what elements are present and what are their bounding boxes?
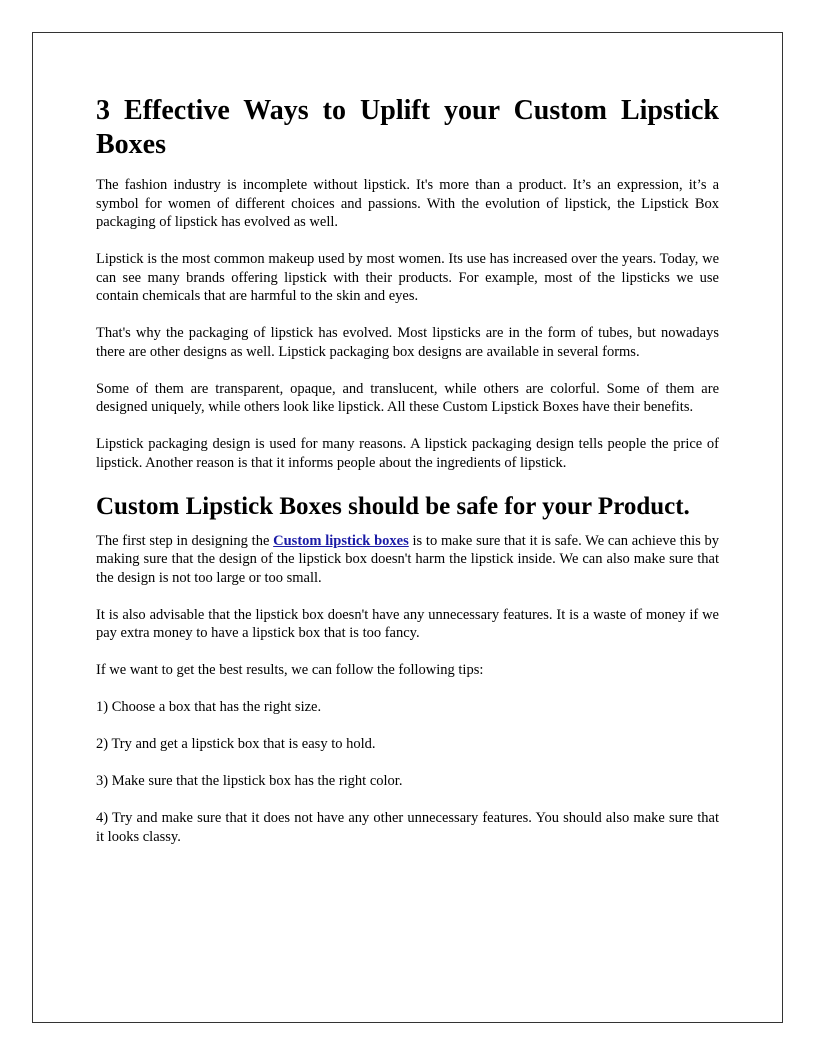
intro-paragraph-2: Lipstick is the most common makeup used by most women. Its use has increased over the years. Today, we can see many brands offering lipstick with their products. For example, most of the lipsticks we use contain chemicals that are harmful to the skin and eyes. xyxy=(96,251,719,304)
intro-paragraph-3: That's why the packaging of lipstick has evolved. Most lipsticks are in the form of tubes, but nowadays there are other designs as well. Lipstick packaging box designs are available in several forms. xyxy=(96,325,719,360)
section-paragraph-1 xyxy=(96,532,719,588)
tip-4: 4) Try and make sure that it does not have any other unnecessary features. You should also make sure that it looks classy. xyxy=(96,810,719,845)
custom-lipstick-boxes-link[interactable]: Custom lipstick boxes xyxy=(273,532,409,549)
link-trail-text: is to make sure that it is safe. We can achieve this by making sure that the design of the lipstick box doesn't harm the lipstick inside. We can also make sure that the design is not too large or too small. xyxy=(96,532,719,586)
intro-paragraph-4: Some of them are transparent, opaque, and translucent, while others are colorful. Some of them are designed uniquely, while others look like lipstick. All these Custom Lipstick Boxes have their benefits. xyxy=(96,380,719,415)
section-heading: Custom Lipstick Boxes should be safe for your Product. xyxy=(96,492,690,520)
page-title: 3 Effective Ways to Uplift your Custom Lipstick Boxes xyxy=(96,95,719,160)
tip-1: 1) Choose a box that has the right size. xyxy=(96,699,322,715)
link-lead-text: The first step in designing the xyxy=(96,532,274,549)
section-paragraph-2: It is also advisable that the lipstick box doesn't have any unnecessary features. It is a waste of money if we pay extra money to have a lipstick box that is too fancy. xyxy=(96,606,719,641)
document-body xyxy=(96,94,719,865)
tip-3: 3) Make sure that the lipstick box has the right color. xyxy=(96,773,403,789)
section-paragraph-3: If we want to get the best results, we can follow the following tips: xyxy=(96,662,484,678)
tip-2: 2) Try and get a lipstick box that is easy to hold. xyxy=(96,736,376,752)
intro-paragraph-1: The fashion industry is incomplete without lipstick. It's more than a product. It’s an expression, it’s a symbol for women of different choices and passions. With the evolution of lipstick, the Lipstick Box packaging of lipstick has evolved as well. xyxy=(96,177,719,230)
intro-paragraph-5: Lipstick packaging design is used for many reasons. A lipstick packaging design tells people the price of lipstick. Another reason is that it informs people about the ingredients of lipstick. xyxy=(96,436,719,471)
